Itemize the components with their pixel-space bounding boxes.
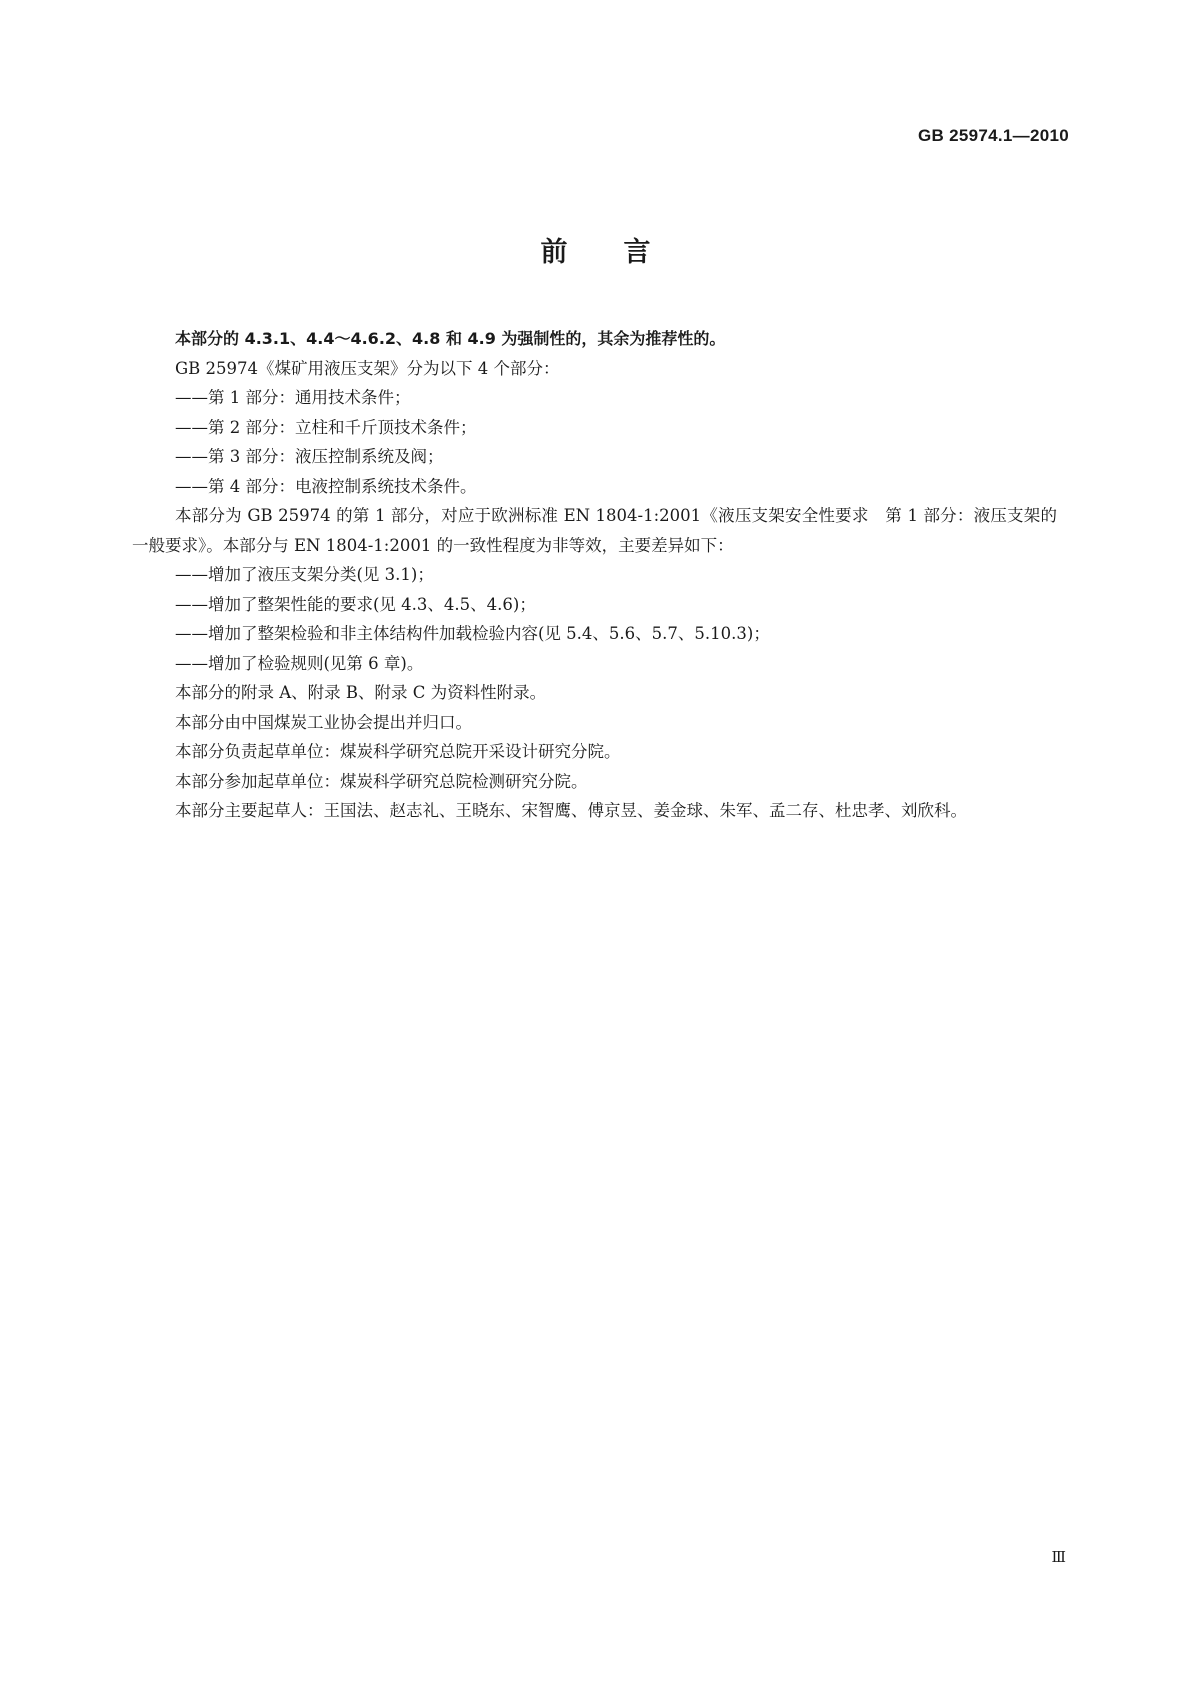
paragraph-correspondence: 本部分为 GB 25974 的第 1 部分，对应于欧洲标准 EN 1804-1:2001《液压支架安全性要求 第 1 部分：液压支架的一般要求》。本部分与 EN 1804-1:2001 的一致性程度为非等效，主要差异如下： xyxy=(132,506,1057,555)
list-item-part-3: ——第 3 部分：液压控制系统及阀； xyxy=(175,447,444,466)
paragraph-main-drafters: 本部分主要起草人：王国法、赵志礼、王晓东、宋智鹰、傅京昱、姜金球、朱军、孟二存、杜忠孝、刘欣科。 xyxy=(175,801,967,820)
standard-number: GB 25974.1—2010 xyxy=(918,126,1069,145)
list-item-difference-1: ——增加了液压支架分类(见 3.1)； xyxy=(175,565,434,584)
list-item-part-4: ——第 4 部分：电液控制系统技术条件。 xyxy=(175,476,477,496)
list-item-part-1: ——第 1 部分：通用技术条件； xyxy=(175,388,411,407)
list-item-difference-2: ——增加了整架性能的要求(见 4.3、4.5、4.6)； xyxy=(175,594,536,614)
preface-body xyxy=(132,324,1057,826)
paragraph-responsible-drafter: 本部分负责起草单位：煤炭科学研究总院开采设计研究分院。 xyxy=(175,742,621,761)
list-item-difference-4: ——增加了检验规则(见第 6 章)。 xyxy=(175,653,424,673)
page-title: 前言 xyxy=(540,237,707,268)
list-item-part-2: ——第 2 部分：立柱和千斤顶技术条件； xyxy=(175,417,477,437)
paragraph-annexes: 本部分的附录 A、附录 B、附录 C 为资料性附录。 xyxy=(175,683,547,702)
mandatory-clause-statement: 本部分的 4.3.1、4.4～4.6.2、4.8 和 4.9 为强制性的，其余为推荐性的。 xyxy=(175,329,726,348)
paragraph-participating-drafter: 本部分参加起草单位：煤炭科学研究总院检测研究分院。 xyxy=(175,771,588,791)
page-number: Ⅲ xyxy=(1051,1548,1066,1566)
paragraph-parts-intro: GB 25974《煤矿用液压支架》分为以下 4 个部分： xyxy=(175,358,560,378)
paragraph-proposer: 本部分由中国煤炭工业协会提出并归口。 xyxy=(175,712,472,732)
list-item-difference-3: ——增加了整架检验和非主体结构件加载检验内容(见 5.4、5.6、5.7、5.10.3)； xyxy=(175,624,770,643)
